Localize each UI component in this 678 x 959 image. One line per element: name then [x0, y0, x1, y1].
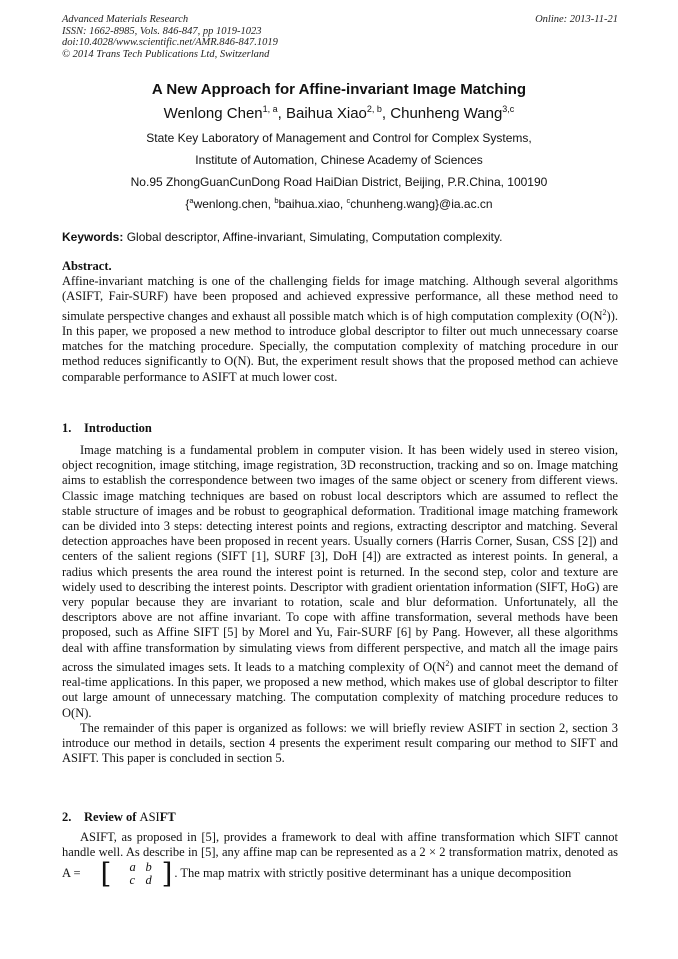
abstract-text: Affine-invariant matching is one of the challenging fields for image matching. Although several algorithms (ASIFT, Fair-SURF) have been proposed and achieved expressive performance, all these method need to simulate perspective changes and exhaust all possible match which is of high computation complexity $(O(N^2))$. In this paper, we proposed a new method to introduce global descriptor to filter out much unnecessary coarse matches for the matching procedure. Specially, the computation complexity of matching procedure in our method reduces significantly to O(N). But, the experiment result shows that the proposed method can achieve comparable performance to ASIFT at much lower cost. — [62, 274, 618, 384]
paragraph: ASIFT, as proposed in [5], provides a framework to deal with affine transformation which SIFT cannot handle well. As describe in [5], any affine map can be represented as a 2 × 2 transformation matrix, denoted as A = [ a b c d ] . The map matrix with strictly positive determinant has a unique decomposition — [62, 830, 618, 891]
paper-title: A New Approach for Affine-invariant Image Matching — [151, 81, 527, 98]
introduction-body — [62, 443, 618, 766]
abstract — [62, 259, 618, 385]
affiliation-line: Institute of Automation, Chinese Academy of Sciences — [195, 153, 483, 167]
author-name: Baihua Xiao — [286, 105, 367, 122]
keywords — [62, 230, 618, 244]
author-affiliation-mark: 2, b — [366, 104, 382, 114]
keywords-text: Global descriptor, Affine-invariant, Simulating, Computation complexity. — [123, 230, 503, 244]
author-name: Chunheng Wang — [390, 105, 503, 122]
paragraph: The remainder of this paper is organized as follows: we will briefly review ASIFT in section 2, section 3 introduce our method in details, section 4 presents the experiment result comparing our method to SIFT and ASIFT. This paper is concluded in section 5. — [62, 720, 618, 766]
doi: doi:10.4028/www.scientific.net/AMR.846-847.1019 — [62, 37, 278, 48]
section-heading-review: 2. Review of ASIFT — [62, 810, 176, 824]
author-emails: {$^a$wenlong.chen, $^b$baihua.xiao, $^c$chunheng.wang}@ia.ac.cn — [185, 196, 493, 211]
author-affiliation-mark: 3,c — [502, 104, 515, 114]
matrix-equation: [ a b c d ] — [100, 857, 173, 891]
author-affiliation-mark: 1, a — [262, 104, 278, 114]
author-list: Wenlong Chen$^{1, a}$, Baihua Xiao$^{2, b}$, Chunheng Wang$^{3,c}$ — [163, 104, 515, 122]
email: baihua.xiao, — [278, 197, 347, 211]
email: chunheng.wang}@ia.ac.cn — [350, 197, 493, 211]
online-date: Online: 2013-11-21 — [535, 14, 618, 25]
email: wenlong.chen, — [193, 197, 275, 211]
section-heading-introduction: 1. Introduction — [62, 421, 152, 435]
affiliation-address: No.95 ZhongGuanCunDong Road HaiDian District, Beijing, P.R.China, 100190 — [130, 175, 548, 189]
journal-name: Advanced Materials Research — [62, 14, 189, 25]
keywords-label: Keywords: — [62, 230, 124, 244]
copyright: © 2014 Trans Tech Publications Ltd, Switzerland — [62, 48, 270, 60]
affiliation-line: State Key Laboratory of Management and Control for Complex Systems, — [146, 131, 532, 145]
author-name: Wenlong Chen — [163, 105, 263, 122]
abstract-heading: Abstract. — [62, 259, 112, 273]
paragraph: Image matching is a fundamental problem in computer vision. It has been widely used in stereo vision, object recognition, image stitching, image registration, 3D reconstruction, tracking and so on. Image matching aims to establish the correspondence between two images of the same object or scenery from different views. Classic image matching techniques are based on robust local descriptors which are assumed to reflect the stable structure of images and be robust to geographical deformation. Traditional image matching framework can be divided into 3 steps: detecting interest points and regions, extracting descriptor and matching. Several detection approaches have been proposed in recent years. Usually corners (Harris Corner, Susan, CSS [2]) and centers of the salient regions (SIFT [1], SURF [3], DoH [4]) are extracted as interest points. In general, a radius which presents the area round the interest point is returned. In the second step, color and texture are widely used to describing the interest points. Descriptor with gradient orientation information (SIFT, HoG) are very popular because they are invariant to rotation, scale and blur deformation. Unfortunately, all the descriptors above are not affine invariant. To cope with affine transformation, several methods have been proposed, such as Affine SIFT [5] by Morel and Yu, Fair-SURF [6] by Pang. However, all these algorithms deal with affine transformation by simulating views from different perspective, and match all the image pairs across the simulated images sets. It leads to a matching complexity of $O(N^2)$ and cannot meet the demand of real-time applications. In this paper, we proposed a new method, which makes use of global descriptor to filter out large amount of unnecessary matching. The computation complexity of matching procedure reduces to O(N). — [62, 443, 618, 720]
review-body — [62, 830, 618, 891]
issn: ISSN: 1662-8985, Vols. 846-847, pp 1019-1023 — [62, 25, 262, 37]
journal-header — [62, 14, 618, 60]
